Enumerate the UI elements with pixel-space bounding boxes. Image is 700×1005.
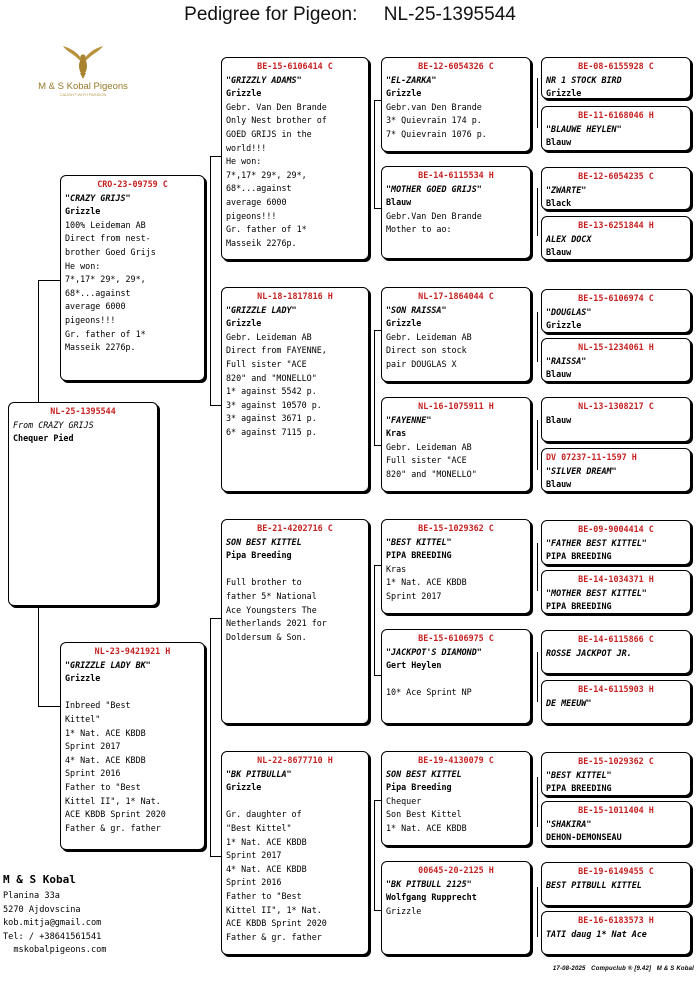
pigeon-color: PIPA BREEDING: [546, 783, 612, 794]
note-line: Gr. daughter of: [226, 809, 302, 820]
ring-number: BE-15-1011404 H: [578, 805, 654, 815]
ring-number: BE-14-6115866 C: [578, 634, 654, 644]
ring-number: BE-14-6115534 H: [418, 170, 494, 180]
great-grandparent-card[interactable]: [381, 287, 531, 382]
connector-line: [374, 565, 375, 675]
note-line: 820" and "MONELLO": [386, 468, 477, 479]
pigeon-name: ROSSE JACKPOT JR.: [546, 647, 632, 658]
note-line: Father & gr. father: [226, 931, 322, 942]
ring-number: NL-17-1864044 C: [418, 291, 494, 301]
note-line: Father to "Best: [65, 781, 141, 792]
pigeon-color: PIPA BREEDING: [546, 601, 612, 612]
pigeon-name: "BEST KITTEL": [386, 536, 452, 547]
note-line: 4* Nat. ACE KBDB: [226, 863, 307, 874]
note-line: Doldersum & Son.: [226, 631, 307, 642]
ring-number: 00645-20-2125 H: [418, 865, 494, 875]
note-line: Masseik 2276p.: [65, 342, 136, 353]
note-line: 3* against 3671 p.: [226, 413, 317, 424]
great-grandparent-card[interactable]: [381, 861, 531, 955]
connector-line: [537, 420, 538, 470]
note-line: [65, 686, 200, 700]
ring-number: CRO-23-09759 C: [97, 179, 168, 189]
great-grandparent-card[interactable]: [381, 166, 531, 259]
logo-name: M & S Kobal Pigeons: [38, 81, 128, 92]
pigeon-color: Black: [546, 198, 572, 209]
note-line: 1* Nat. ACE KBDB: [386, 577, 467, 588]
note-line: 7*,17* 29*, 29*,: [65, 274, 146, 285]
ring-number: BE-09-9004414 C: [578, 524, 654, 534]
pigeon-name: "SHAKIRA": [546, 818, 592, 829]
subject-pigeon-card[interactable]: [8, 402, 158, 606]
pigeon-notes: [65, 686, 200, 836]
note-line: Kittel": [65, 713, 101, 724]
note-line: [226, 795, 364, 809]
ancestor-card[interactable]: [541, 520, 691, 565]
ring-number: BE-14-1034371 H: [578, 574, 654, 584]
owner-city: 5270 Ajdovscina: [3, 904, 81, 915]
note-line: Sprint 2017: [386, 590, 442, 601]
note-line: Sprint 2017: [65, 741, 121, 752]
pigeon-name: "BEST KITTEL": [546, 769, 612, 780]
ring-number: BE-11-6168046 H: [578, 110, 654, 120]
note-line: Mother to ao:: [386, 224, 452, 235]
ancestor-card[interactable]: [541, 338, 691, 382]
pigeon-color: Blauw: [546, 369, 572, 380]
note-line: Gr. father of 1*: [65, 328, 146, 339]
owner-address: Planina 33a: [3, 891, 60, 902]
pigeon-name: NR 1 STOCK BIRD: [546, 74, 622, 85]
pigeon-name: TATI daug 1* Nat Ace: [546, 928, 647, 939]
pigeon-name: BEST PITBULL KITTEL: [546, 879, 642, 890]
pigeon-name: "JACKPOT'S DIAMOND": [386, 646, 482, 657]
pigeon-name: "FATHER BEST KITTEL": [546, 537, 647, 548]
pigeon-color: Blauw: [546, 479, 572, 490]
ring-number: BE-08-6155928 C: [578, 61, 654, 71]
pigeon-color: Blauw: [546, 137, 572, 148]
pigeon-notes: [386, 795, 526, 836]
note-line: Father & gr. father: [65, 822, 161, 833]
logo-tagline: CAUGHT WITH PASSION: [59, 92, 107, 97]
note-line: 820" and "MONELLO": [226, 372, 317, 383]
ring-number: NL-23-9421921 H: [94, 646, 171, 656]
note-line: Chequer: [386, 795, 422, 806]
note-line: Gebr. Leideman AB: [386, 441, 472, 452]
note-line: pigeons!!!: [65, 314, 116, 325]
pigeon-notes: [386, 563, 526, 604]
pigeon-name: DE MEEUW": [546, 697, 592, 708]
connector-line: [374, 800, 375, 910]
pigeon-name: "CRAZY GRIJS": [65, 192, 131, 203]
ring-number: NL-25-1395544: [50, 406, 116, 416]
ring-number: BE-21-4202716 C: [257, 523, 333, 533]
pigeon-color: Grizzle: [65, 206, 101, 217]
pigeon-name: "MOTHER BEST KITTEL": [546, 587, 647, 598]
note-line: Inbreed "Best: [65, 700, 131, 711]
ancestor-card[interactable]: [541, 448, 691, 492]
owner-name: M & S Kobal: [3, 873, 76, 886]
note-line: brother Goed Grijs: [65, 246, 156, 257]
note-line: 3* Quievrain 174 p.: [386, 115, 482, 126]
grandparent-card[interactable]: [221, 751, 369, 955]
pigeon-name: "EL-ZARKA": [386, 74, 437, 85]
grandparent-card[interactable]: [221, 57, 369, 260]
note-line: Kras: [386, 563, 407, 574]
connector-line: [537, 188, 538, 236]
note-line: father 5* National: [226, 590, 317, 601]
ring-number: NL-13-1308217 C: [578, 401, 654, 411]
note-line: Son Best Kittel: [386, 809, 462, 820]
note-line: pair DOUGLAS X: [386, 358, 457, 369]
note-line: He won:: [226, 156, 262, 167]
ring-number: BE-19-6149455 C: [578, 866, 654, 876]
pigeon-notes: [386, 905, 526, 919]
pigeon-name: "RAISSA": [546, 355, 587, 366]
note-line: ACE KBDB Sprint 2020: [65, 809, 166, 820]
note-line: Father to "Best: [226, 890, 302, 901]
pigeon-color: Grizzle: [546, 88, 582, 99]
pigeon-name: "FAYENNE": [386, 414, 432, 425]
note-line: average 6000: [65, 301, 126, 312]
note-line: Gebr.Van Den Brande: [386, 210, 482, 221]
pigeon-notes: [226, 795, 364, 945]
note-line: GOED GRIJS in the: [226, 128, 312, 139]
note-line: Direct from FAYENNE,: [226, 345, 327, 356]
pigeon-color: Kras: [386, 428, 407, 439]
note-line: Kittel II", 1* Nat.: [65, 795, 161, 806]
ancestor-card[interactable]: [541, 167, 691, 210]
pigeon-color: PIPA BREEDING: [546, 551, 612, 562]
connector-line: [374, 330, 375, 445]
pigeon-color: Grizzle: [386, 88, 422, 99]
ring-number: BE-14-6115903 H: [578, 684, 654, 694]
note-line: 7* Quievrain 1076 p.: [386, 128, 487, 139]
ancestor-card[interactable]: [541, 106, 691, 151]
note-line: He won:: [65, 260, 101, 271]
footer-info: 17-08-2025 Compuclub ® [9.42] M & S Kobal: [552, 966, 694, 972]
great-grandparent-card[interactable]: [381, 751, 531, 846]
note-line: Gebr. Leideman AB: [386, 331, 472, 342]
pigeon-name: ALEX DOCX: [546, 233, 592, 244]
ring-number: NL-15-1234061 H: [578, 342, 654, 352]
pigeon-color: Gert Heylen: [386, 660, 442, 671]
grandparent-card[interactable]: [221, 287, 369, 492]
ring-number: BE-15-1029362 C: [578, 756, 654, 766]
note-line: Full brother to: [226, 577, 302, 588]
pigeon-color: Grizzle: [386, 318, 422, 329]
note-line: Kittel II", 1* Nat.: [226, 904, 322, 915]
great-grandparent-card[interactable]: [381, 57, 531, 152]
pigeon-color: Grizzle: [226, 318, 262, 329]
connector-line: [537, 312, 538, 362]
pigeon-notes: [226, 563, 364, 645]
note-line: Ace Youngsters The: [226, 604, 317, 615]
note-line: Gr. father of 1*: [226, 224, 307, 235]
connector-line: [38, 706, 62, 707]
note-line: "Best Kittel": [226, 822, 292, 833]
ring-number: BE-15-6106975 C: [418, 633, 494, 643]
pigeon-color: Blauw: [386, 197, 412, 208]
subject-origin: From CRAZY GRIJS: [13, 419, 94, 430]
note-line: 3* against 10570 p.: [226, 399, 322, 410]
pigeon-name: "ZWARTE": [546, 184, 587, 195]
pigeon-name: "GRIZZLY ADAMS": [226, 74, 302, 85]
note-line: [386, 673, 526, 687]
ancestor-card[interactable]: [541, 911, 691, 955]
pigeon-color: Pipa Breeding: [226, 550, 292, 561]
connector-line: [374, 100, 375, 208]
pigeon-name: SON BEST KITTEL: [386, 768, 462, 779]
ancestor-card[interactable]: [541, 57, 691, 99]
note-line: 100% Leideman AB: [65, 219, 146, 230]
note-line: [226, 563, 364, 577]
note-line: 68*...against: [226, 183, 292, 194]
ring-number: NL-16-1075911 H: [418, 401, 494, 411]
pigeon-color: Chequer Pied: [13, 433, 74, 444]
pigeon-name: "GRIZZLE LADY BK": [65, 659, 151, 670]
ancestor-card[interactable]: [541, 630, 691, 674]
note-line: 1* Nat. ACE KBDB: [226, 836, 307, 847]
pigeon-color: Wolfgang Rupprecht: [386, 892, 477, 903]
pigeon-name: "BLAUWE HEYLEN": [546, 123, 622, 134]
pigeon-name: "BK PITBULL 2125": [386, 878, 472, 889]
ring-number: BE-15-6106414 C: [257, 61, 333, 71]
great-grandparent-card[interactable]: [381, 519, 531, 614]
pigeon-name: SON BEST KITTEL: [226, 536, 302, 547]
pigeon-name: "MOTHER GOED GRIJS": [386, 183, 482, 194]
connector-line: [537, 78, 538, 128]
note-line: Grizzle: [386, 905, 422, 916]
grandparent-card[interactable]: [221, 519, 369, 724]
note-line: Sprint 2017: [226, 850, 282, 861]
note-line: Netherlands 2021 for: [226, 618, 327, 629]
connector-line: [210, 156, 211, 405]
ring-number: DV 07237-11-1597 H: [546, 452, 637, 462]
note-line: ACE KBDB Sprint 2020: [226, 918, 327, 929]
pigeon-notes: [386, 441, 526, 482]
ring-number: NL-22-8677710 H: [257, 755, 333, 765]
ancestor-card[interactable]: [541, 570, 691, 614]
note-line: 10* Ace Sprint NP: [386, 687, 472, 698]
note-line: world!!!: [226, 142, 267, 153]
note-line: Full sister "ACE: [386, 455, 467, 466]
breeder-logo: [28, 44, 138, 104]
owner-contact: [3, 873, 106, 957]
note-line: 1* against 5542 p.: [226, 386, 317, 397]
note-line: 4* Nat. ACE KBDB: [65, 754, 146, 765]
ring-number: BE-15-1029362 C: [418, 523, 494, 533]
ring-number: NL-18-1817816 H: [257, 291, 333, 301]
pigeon-color: Grizzle: [65, 673, 101, 684]
note-line: Full sister "ACE: [226, 358, 307, 369]
connector-line: [38, 280, 39, 404]
pigeon-name: "BK PITBULLA": [226, 768, 292, 779]
pigeon-logo-icon: [61, 44, 105, 80]
note-line: 6* against 7115 p.: [226, 426, 317, 437]
owner-phone: Tel: / +38641561541: [3, 931, 102, 942]
owner-email[interactable]: kob.mitja@gmail.com: [3, 918, 102, 929]
pigeon-name: "SON RAISSA": [386, 304, 447, 315]
note-line: 1* Nat. ACE KBDB: [386, 822, 467, 833]
note-line: Masseik 2276p.: [226, 237, 297, 248]
ring-number: BE-16-6183573 H: [578, 915, 654, 925]
pigeon-name: "SILVER DREAM": [546, 465, 617, 476]
pigeon-notes: [226, 101, 364, 251]
ring-number: BE-12-6054326 C: [418, 61, 494, 71]
connector-line: [38, 606, 39, 706]
note-line: pigeons!!!: [226, 210, 277, 221]
ring-number: BE-19-4130079 C: [418, 755, 494, 765]
note-line: Gebr.van Den Brande: [386, 101, 482, 112]
note-line: Gebr. Van Den Brande: [226, 101, 327, 112]
pigeon-name: "GRIZZLE LADY": [226, 304, 297, 315]
owner-website[interactable]: mskobalpigeons.com: [3, 945, 107, 956]
pigeon-notes: [65, 219, 200, 355]
note-line: Sprint 2016: [65, 768, 121, 779]
pigeon-color: Grizzle: [226, 782, 262, 793]
pigeon-color: Blauw: [546, 247, 572, 258]
note-line: Gebr. Leideman AB: [226, 331, 312, 342]
pigeon-notes: [386, 210, 526, 237]
ancestor-card[interactable]: [541, 680, 691, 724]
ancestor-card[interactable]: [541, 397, 691, 442]
note-line: Sprint 2016: [226, 877, 282, 888]
ring-number: BE-13-6251844 H: [578, 220, 654, 230]
note-line: Only Nest brother of: [226, 115, 327, 126]
pigeon-color: Blauw: [546, 414, 572, 425]
pigeon-color: Grizzle: [226, 88, 262, 99]
ancestor-card[interactable]: [541, 289, 691, 333]
note-line: average 6000: [226, 196, 287, 207]
connector-line: [38, 280, 62, 281]
connector-line: [537, 887, 538, 937]
pigeon-color: Pipa Breeding: [386, 782, 452, 793]
pigeon-color: DEHON-DEMONSEAU: [546, 832, 622, 843]
connector-line: [537, 543, 538, 591]
connector-line: [537, 777, 538, 827]
dam-card[interactable]: [60, 642, 205, 850]
connector-line: [210, 618, 211, 856]
sire-card[interactable]: [60, 175, 205, 381]
pigeon-name: "DOUGLAS": [546, 306, 592, 317]
page-title: Pedigree for Pigeon: NL-25-1395544: [184, 4, 516, 25]
note-line: 1* Nat. ACE KBDB: [65, 727, 146, 738]
pigeon-notes: [386, 331, 526, 372]
great-grandparent-card[interactable]: [381, 397, 531, 492]
pigeon-color: PIPA BREEDING: [386, 550, 452, 561]
note-line: 68*...against: [65, 287, 131, 298]
note-line: Direct from nest-: [65, 233, 151, 244]
connector-line: [537, 652, 538, 702]
ring-number: BE-12-6054235 C: [578, 171, 654, 181]
ancestor-card[interactable]: [541, 801, 691, 846]
ring-number: BE-15-6106974 C: [578, 293, 654, 303]
ancestor-card[interactable]: [541, 752, 691, 796]
pigeon-notes: [226, 331, 364, 440]
great-grandparent-card[interactable]: [381, 629, 531, 724]
pigeon-notes: [386, 101, 526, 142]
pigeon-notes: [386, 673, 526, 700]
ancestor-card[interactable]: [541, 862, 691, 906]
note-line: Direct son stock: [386, 345, 467, 356]
note-line: 7*,17* 29*, 29*,: [226, 169, 307, 180]
pigeon-color: Grizzle: [546, 320, 582, 331]
ancestor-card[interactable]: [541, 216, 691, 260]
